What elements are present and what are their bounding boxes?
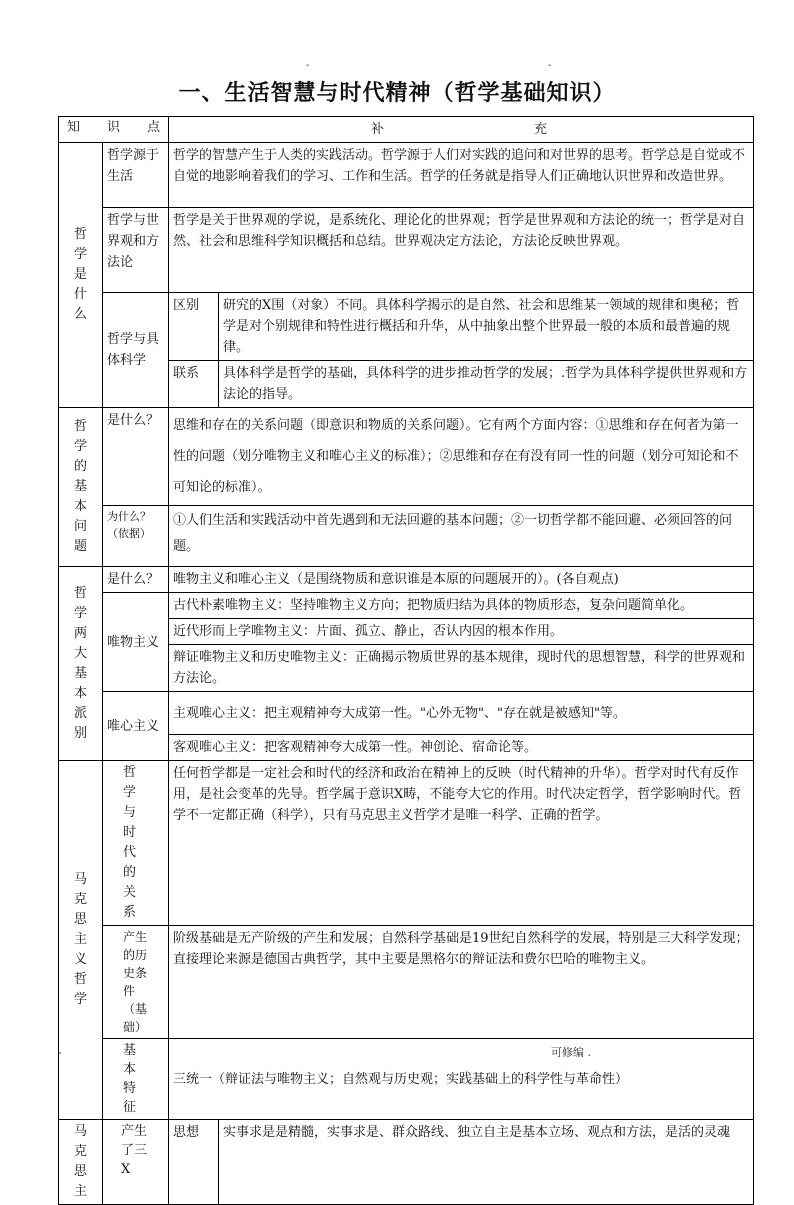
row-content: 客观唯心主义：把客观精神夸大成第一性。神创论、宿命论等。 <box>169 735 754 761</box>
header-knowledge: 知识点 <box>59 117 169 143</box>
table-row <box>59 926 754 1039</box>
row-content: 哲学的智慧产生于人类的实践活动。哲学源于人们对实践的追问和对世界的思考。哲学总是自觉或不自觉的地影响着我们的学习、工作和生活。哲学的任务就是指导人们正确地认识世界和改造世界。 <box>169 143 754 208</box>
row-topic: 为什么？（依据） <box>103 506 169 567</box>
table-row <box>59 1120 754 1205</box>
row-content: 主观唯心主义：把主观精神夸大成第一性。"心外无物"、"存在就是被感知"等。 <box>169 692 754 735</box>
table-row <box>59 692 754 735</box>
row-topic: 哲学源于生活 <box>103 143 169 208</box>
row-topic: 是什么？ <box>103 408 169 506</box>
row-content: 近代形而上学唯物主义：片面、孤立、静止，否认内因的根本作用。 <box>169 619 754 645</box>
dash-mark: - <box>306 60 310 71</box>
row-content: 三统一（辩证法与唯物主义；自然观与历史观；实践基础上的科学性与革命性） <box>169 1039 754 1120</box>
knowledge-table <box>58 116 754 1205</box>
section-label: 马克思主 <box>59 1120 103 1205</box>
section-label: 哲学的基本问题 <box>59 408 103 567</box>
sub-label-difference: 区别 <box>169 293 219 361</box>
page-title: 一、生活智慧与时代精神（哲学基础知识） <box>178 81 616 106</box>
header-supplement: 补充 <box>169 117 754 143</box>
section-label: 哲学是什么 <box>59 143 103 408</box>
footer-dash: - <box>58 1046 62 1059</box>
table-header-row <box>59 117 754 143</box>
dash-mark: - <box>548 60 552 71</box>
row-content: 古代朴素唯物主义：坚持唯物主义方向；把物质归结为具体的物质形态，复杂问题简单化。 <box>169 593 754 619</box>
table-row <box>59 143 754 208</box>
row-content: 任何哲学都是一定社会和时代的经济和政治在精神上的反映（时代精神的升华）。哲学对时代有反作用，是社会变革的先导。哲学属于意识X畴，不能夸大它的作用。时代决定哲学，哲学影响时代。哲学不一定都正确（科学），只有马克思主义哲学才是唯一科学、正确的哲学。 <box>169 761 754 926</box>
row-topic: 产生的历史条件（基础） <box>103 926 169 1039</box>
section-label: 马克思主义哲学 <box>59 761 103 1120</box>
row-content: 阶级基础是无产阶级的产生和发展；自然科学基础是19世纪自然科学的发展，特别是三大科学发现；直接理论来源是德国古典哲学，其中主要是黑格尔的辩证法和费尔巴哈的唯物主义。 <box>169 926 754 1039</box>
row-content: 实事求是是精髓，实事求是、群众路线、独立自主是基本立场、观点和方法，是活的灵魂 <box>219 1120 754 1205</box>
row-content: 哲学是关于世界观的学说，是系统化、理论化的世界观；哲学是世界观和方法论的统一；哲学是对自然、社会和思维科学知识概括和总结。世界观决定方法论，方法论反映世界观。 <box>169 208 754 293</box>
section-label: 哲学两大基本派别 <box>59 567 103 761</box>
row-content: 辩证唯物主义和历史唯物主义：正确揭示物质世界的基本规律，现时代的思想智慧，科学的世界观和方法论。 <box>169 645 754 692</box>
row-topic: 唯物主义 <box>103 593 169 692</box>
table-row <box>59 506 754 567</box>
table-row <box>59 293 754 361</box>
row-content: 思维和存在的关系问题（即意识和物质的关系问题）。它有两个方面内容：①思维和存在何者为第一性的问题（划分唯物主义和唯心主义的标准）；②思维和存在有没有同一性的问题（划分可知论和不可知论的标准）。 <box>169 408 754 506</box>
row-topic: 唯心主义 <box>103 692 169 761</box>
row-topic: 哲学与时代的关系 <box>103 761 169 926</box>
row-content: 研究的X围（对象）不同。具体科学揭示的是自然、社会和思维某一领域的规律和奥秘；哲学是对个别规律和特性进行概括和升华，从中抽象出整个世界最一般的本质和最普遍的规律。 <box>219 293 754 361</box>
table-row <box>59 408 754 506</box>
row-topic: 哲学与具体科学 <box>103 293 169 408</box>
sub-label-link: 联系 <box>169 361 219 408</box>
table-row <box>59 761 754 926</box>
sub-label-thought: 思想 <box>169 1120 219 1205</box>
row-content: 具体科学是哲学的基础，具体科学的进步推动哲学的发展；.哲学为具体科学提供世界观和方法论的指导。 <box>219 361 754 408</box>
table-row <box>59 1039 754 1120</box>
row-topic: 是什么？ <box>103 567 169 593</box>
table-row <box>59 593 754 619</box>
table-row <box>59 567 754 593</box>
row-content: 唯物主义和唯心主义（是围绕物质和意识谁是本原的问题展开的）。(各自观点) <box>169 567 754 593</box>
row-topic: 产生了三X <box>103 1120 169 1205</box>
row-content: ①人们生活和实践活动中首先遇到和无法回避的基本问题；②一切哲学都不能回避、必须回答的问题。 <box>169 506 754 567</box>
footer-editable-note: 可修编 . <box>551 1046 591 1059</box>
row-topic: 基本特征 <box>103 1039 169 1120</box>
table-row <box>59 208 754 293</box>
row-topic: 哲学与世界观和方法论 <box>103 208 169 293</box>
